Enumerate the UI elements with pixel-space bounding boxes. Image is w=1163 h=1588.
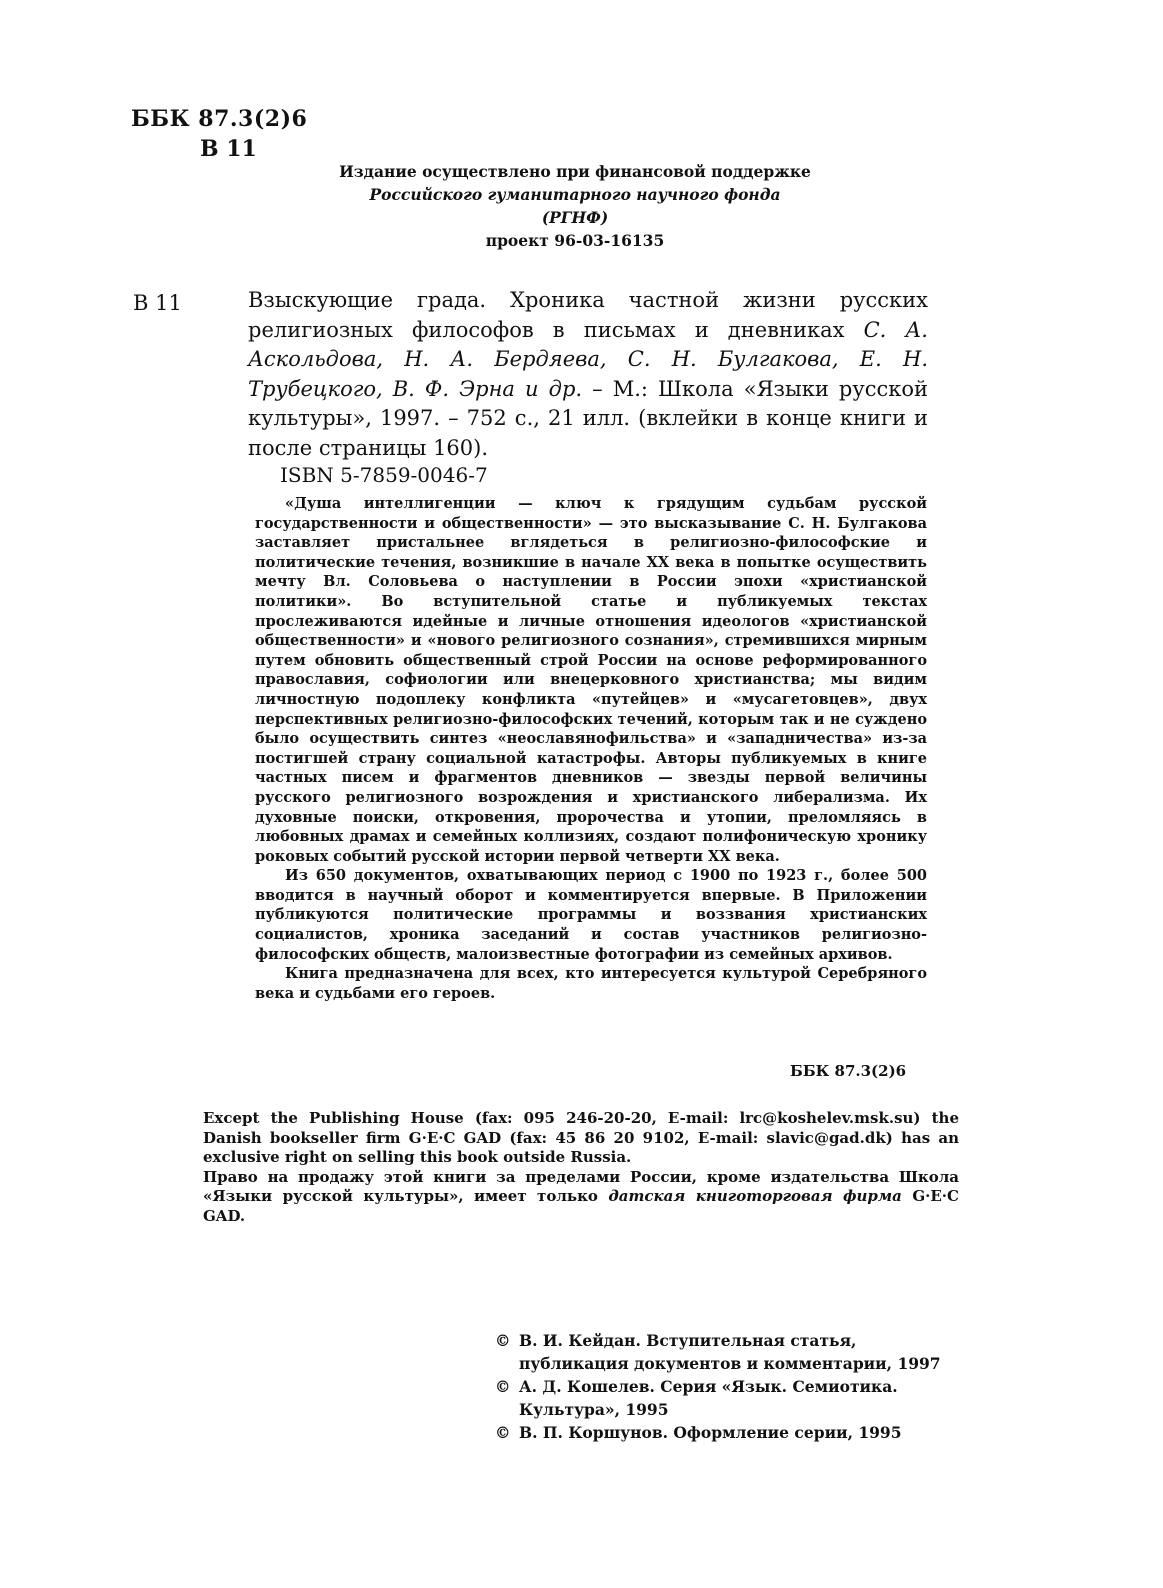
annotation-paragraph: Книга предназначена для всех, кто интересуется культурой Серебряного века и судьбами его героев. xyxy=(255,965,927,1002)
annotation-bbk: ББК 87.3(2)6 xyxy=(790,1062,907,1080)
rights-english: Except the Publishing House (fax: 095 246-20-20, E-mail: lrc@koshelev.msk.su) the Danish bookseller firm G·E·C GAD (fax: 45 86 20 9102, E-mail: slavic@gad.dk) has an exclusive right on selling this book outside Russia. xyxy=(203,1109,959,1166)
rights-russian: Право на продажу этой книги за пределами России, кроме издательства Школа «Языки русской культуры», имеет только датская книготорговая фирма G·E·C GAD. xyxy=(203,1167,959,1225)
bbk-code: ББК 87.3(2)6 xyxy=(131,106,308,132)
copyright-text: В. П. Коршунов. Оформление серии, 1995 xyxy=(519,1423,902,1442)
copyright-icon: © xyxy=(495,1331,511,1350)
annotation xyxy=(255,494,927,1003)
funding-notice xyxy=(280,160,870,252)
copyright-text: А. Д. Кошелев. Серия «Язык. Семиотика. Культура», 1995 xyxy=(519,1377,898,1419)
entry-code: В 11 xyxy=(133,291,182,315)
book-title: Взыскующие града. Хроника частной жизни русских религиозных философов в письмах и дневниках xyxy=(248,288,928,342)
author-sign: В 11 xyxy=(200,136,257,162)
copyright-icon: © xyxy=(495,1423,511,1442)
book-imprint: – М.: Школа «Языки русской культуры», 1997. – 752 с., 21 илл. (вклейки в конце книги и после страницы 160). xyxy=(248,376,928,460)
copyright-icon: © xyxy=(495,1377,511,1396)
annotation-paragraph: Из 650 документов, охватывающих период с 1900 по 1923 г., более 500 вводится в научный оборот и комментируется впервые. В Приложении публикуются политические программы и воззвания христианских социалистов, хроника заседаний и состав участников религиозно-философских обществ, малоизвестные фотографии из семейных архивов. xyxy=(255,867,927,963)
copyright-item xyxy=(495,1375,965,1421)
funding-line: Издание осуществлено при финансовой поддержке xyxy=(339,162,811,181)
bibliographic-description xyxy=(248,286,928,463)
copyright-notices xyxy=(495,1329,965,1444)
funding-fund-name: Российского гуманитарного научного фонда xyxy=(369,185,781,204)
isbn: ISBN 5-7859-0046-7 xyxy=(280,463,488,487)
funding-project: проект 96-03-16135 xyxy=(485,231,665,250)
annotation-paragraph: «Душа интеллигенции — ключ к грядущим судьбам русской государственности и общественности» — это высказывание С. Н. Булгакова заставляет пристальнее вглядеться в религиозно-философские и политические течения, возникшие в начале XX века в попытке осуществить мечту Вл. Соловьева о наступлении в России эпохи «христианской политики». Во вступительной статье и публикуемых текстах прослеживаются идейные и личные отношения идеологов «христианской общественности» и «нового религиозного сознания», стремившихся мирным путем обновить общественный строй России на основе реформированного православия, софиологии или внецерковного христианства; мы видим личностную подоплеку конфликта «путейцев» и «мусагетовцев», двух перспективных религиозно-философских течений, которым так и не суждено было осуществить синтез «неославянофильства» и «западничества» из-за постигшей страну социальной катастрофы. Авторы публикуемых в книге частных писем и фрагментов дневников — звезды первой величины русского религиозного возрождения и христианского либерализма. Их духовные поиски, откровения, пророчества и утопии, преломляясь в любовных драмах и семейных коллизиях, создают полифоническую хронику роковых событий русской истории первой четверти XX века. xyxy=(255,495,927,865)
funding-fund-abbr: (РГНФ) xyxy=(541,208,609,227)
copyright-text: В. И. Кейдан. Вступительная статья, публикация документов и комментарии, 1997 xyxy=(519,1331,941,1373)
copyright-item xyxy=(495,1421,965,1444)
book-authors: С. А. Аскольдова, Н. А. Бердяева, С. Н. Булгакова, Е. Н. Трубецкого, В. Ф. Эрна и др. xyxy=(248,317,928,401)
distribution-rights xyxy=(203,1109,959,1226)
copyright-item xyxy=(495,1329,965,1375)
